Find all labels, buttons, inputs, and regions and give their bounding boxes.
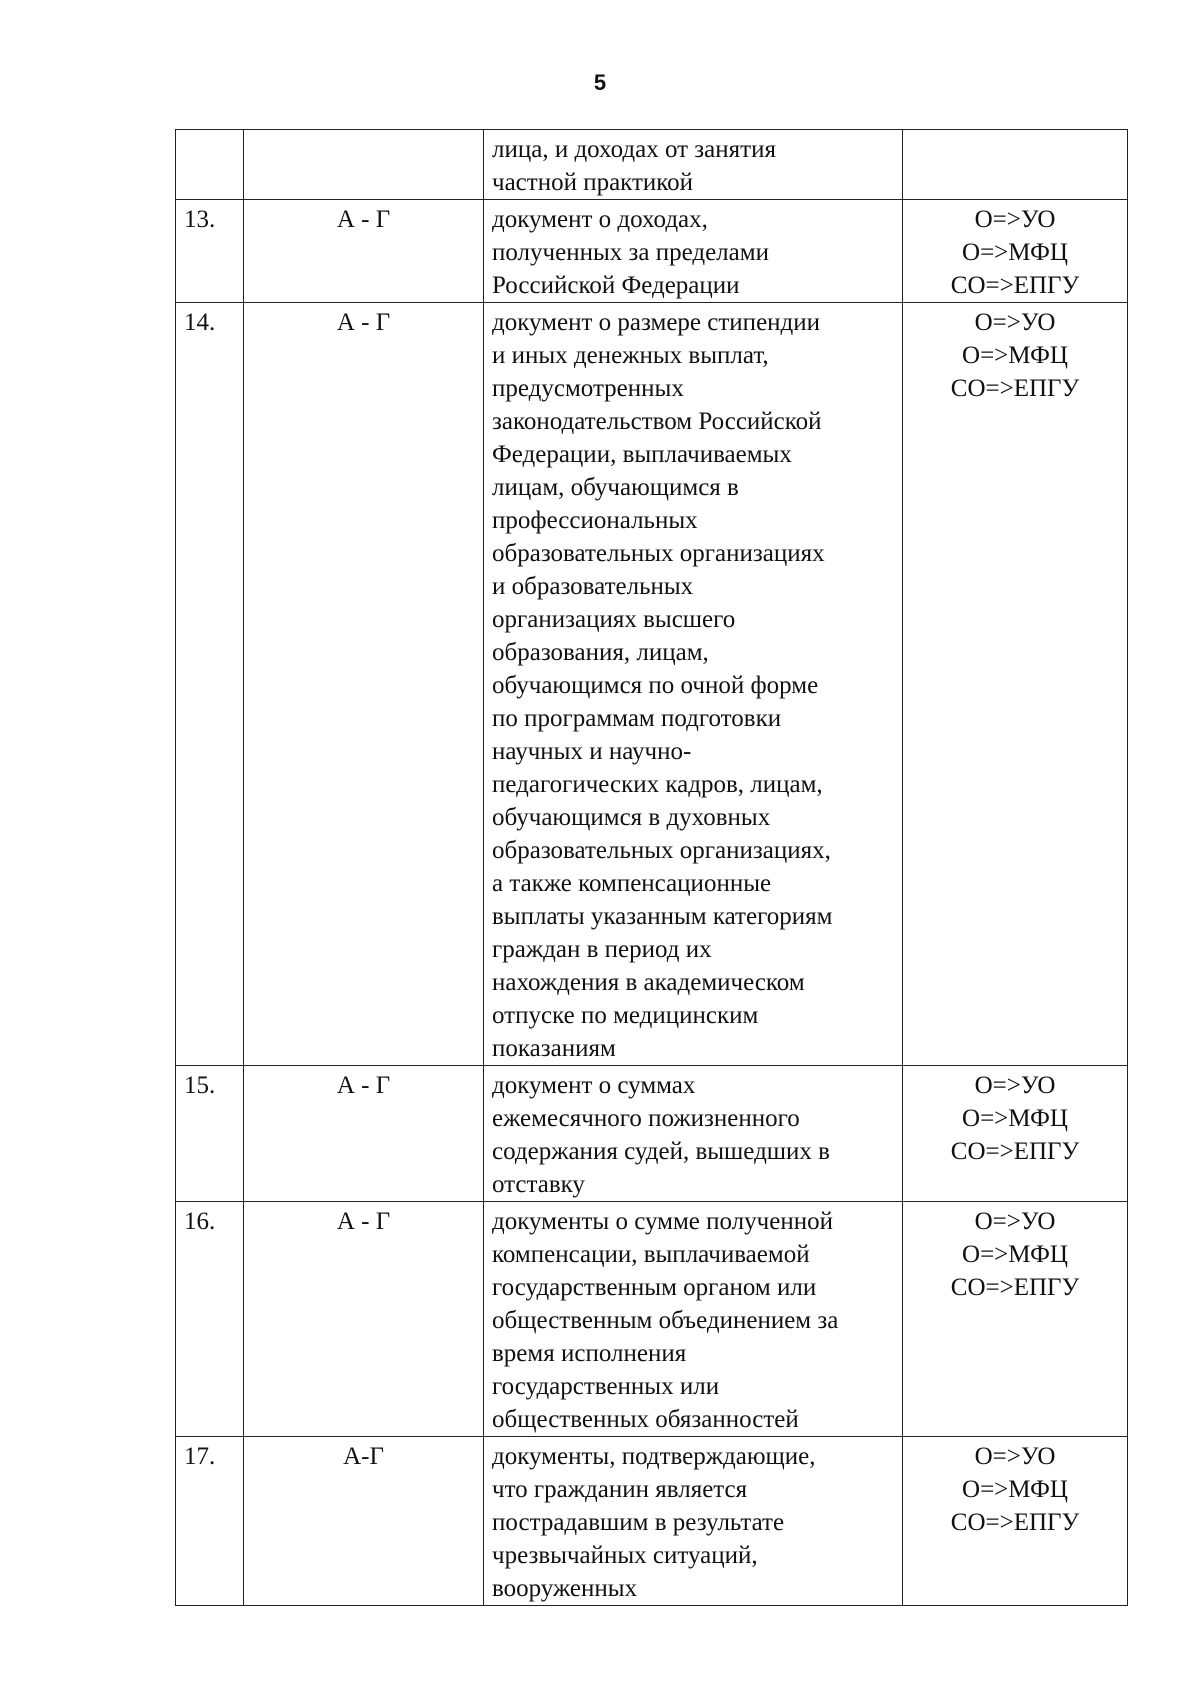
document-text-line: что гражданин является xyxy=(492,1476,748,1503)
applicant-group-cell: А - Г xyxy=(244,1066,484,1202)
document-text-line: граждан в период их xyxy=(492,936,712,963)
document-text-line: ежемесячного пожизненного xyxy=(492,1105,800,1132)
submission-method-line: СО=>ЕПГУ xyxy=(950,272,1080,299)
table-row xyxy=(176,1437,1128,1606)
document-text-line: компенсации, выплачиваемой xyxy=(492,1241,810,1268)
submission-method-cell xyxy=(903,130,1128,200)
submission-method-cell xyxy=(903,303,1128,1066)
table-row xyxy=(176,200,1128,303)
table-row xyxy=(176,130,1128,200)
document-text-line: показаниям xyxy=(492,1035,616,1062)
submission-method-line: О=>МФЦ xyxy=(962,342,1068,369)
document-text-line: документы о сумме полученной xyxy=(492,1208,833,1235)
document-text-line: частной практикой xyxy=(492,169,694,196)
submission-method-line: О=>УО xyxy=(974,1208,1056,1235)
row-number-cell: 17. xyxy=(176,1437,244,1606)
submission-method-line: О=>УО xyxy=(974,206,1056,233)
document-text-line: общественным объединением за xyxy=(492,1307,839,1334)
document-description-cell xyxy=(484,200,903,303)
submission-method-cell xyxy=(903,1202,1128,1437)
document-text-line: научных и научно- xyxy=(492,738,692,765)
submission-method-line: О=>УО xyxy=(974,309,1056,336)
document-text-line: профессиональных xyxy=(492,507,698,534)
applicant-group-cell: А - Г xyxy=(244,200,484,303)
document-description-cell xyxy=(484,1437,903,1606)
document-text-line: и образовательных xyxy=(492,573,694,600)
document-text-line: отставку xyxy=(492,1171,585,1198)
document-text-line: Российской Федерации xyxy=(492,272,740,299)
document-text-line: документ о суммах xyxy=(492,1072,696,1099)
document-description-cell xyxy=(484,1066,903,1202)
document-description-cell xyxy=(484,130,903,200)
table-row xyxy=(176,1066,1128,1202)
document-text-line: государственным органом или xyxy=(492,1274,817,1301)
document-table xyxy=(175,129,1128,1606)
submission-method-line: СО=>ЕПГУ xyxy=(950,1274,1080,1301)
document-text-line: и иных денежных выплат, xyxy=(492,342,769,369)
submission-method-line: О=>МФЦ xyxy=(962,1241,1068,1268)
submission-method-line: О=>УО xyxy=(974,1072,1056,1099)
table-row xyxy=(176,303,1128,1066)
document-text-line: образовательных организациях xyxy=(492,540,825,567)
applicant-group-cell: А - Г xyxy=(244,1202,484,1437)
submission-method-cell xyxy=(903,200,1128,303)
table-body xyxy=(176,130,1128,1606)
document-text-line: содержания судей, вышедших в xyxy=(492,1138,830,1165)
document-text-line: отпуске по медицинским xyxy=(492,1002,759,1029)
document-description-cell xyxy=(484,1202,903,1437)
document-text-line: обучающимся по очной форме xyxy=(492,672,819,699)
document-text-line: вооруженных xyxy=(492,1575,638,1602)
document-text-line: чрезвычайных ситуаций, xyxy=(492,1542,758,1569)
document-text-line: выплаты указанным категориям xyxy=(492,903,833,930)
submission-method-line: О=>МФЦ xyxy=(962,1105,1068,1132)
document-text-line: лица, и доходах от занятия xyxy=(492,136,776,163)
submission-method-cell xyxy=(903,1437,1128,1606)
document-text-line: документ о доходах, xyxy=(492,206,708,233)
submission-method-cell xyxy=(903,1066,1128,1202)
submission-method-line: СО=>ЕПГУ xyxy=(950,1138,1080,1165)
document-description-cell xyxy=(484,303,903,1066)
row-number-cell: 13. xyxy=(176,200,244,303)
applicant-group-cell: А - Г xyxy=(244,303,484,1066)
submission-method-line: О=>МФЦ xyxy=(962,239,1068,266)
document-text-line: пострадавшим в результате xyxy=(492,1509,785,1536)
document-text-line: образования, лицам, xyxy=(492,639,709,666)
document-text-line: организациях высшего xyxy=(492,606,736,633)
table-row xyxy=(176,1202,1128,1437)
document-text-line: законодательством Российской xyxy=(492,408,822,435)
document-text-line: педагогических кадров, лицам, xyxy=(492,771,823,798)
document-text-line: по программам подготовки xyxy=(492,705,782,732)
document-text-line: время исполнения xyxy=(492,1340,687,1367)
document-text-line: предусмотренных xyxy=(492,375,684,402)
row-number-cell xyxy=(176,130,244,200)
applicant-group-cell: А-Г xyxy=(244,1437,484,1606)
document-text-line: общественных обязанностей xyxy=(492,1406,799,1433)
submission-method-line: О=>МФЦ xyxy=(962,1476,1068,1503)
document-text-line: документы, подтверждающие, xyxy=(492,1443,816,1470)
submission-method-line: СО=>ЕПГУ xyxy=(950,1509,1080,1536)
page-number: 5 xyxy=(593,70,607,95)
submission-method-line: СО=>ЕПГУ xyxy=(950,375,1080,402)
submission-method-line: О=>УО xyxy=(974,1443,1056,1470)
document-text-line: образовательных организациях, xyxy=(492,837,831,864)
row-number-cell: 16. xyxy=(176,1202,244,1437)
applicant-group-cell xyxy=(244,130,484,200)
document-text-line: обучающимся в духовных xyxy=(492,804,771,831)
document-text-line: а также компенсационные xyxy=(492,870,772,897)
row-number-cell: 15. xyxy=(176,1066,244,1202)
document-text-line: нахождения в академическом xyxy=(492,969,805,996)
document-text-line: Федерации, выплачиваемых xyxy=(492,441,792,468)
document-text-line: лицам, обучающимся в xyxy=(492,474,739,501)
document-text-line: государственных или xyxy=(492,1373,720,1400)
document-text-line: документ о размере стипендии xyxy=(492,309,821,336)
row-number-cell: 14. xyxy=(176,303,244,1066)
document-text-line: полученных за пределами xyxy=(492,239,769,266)
